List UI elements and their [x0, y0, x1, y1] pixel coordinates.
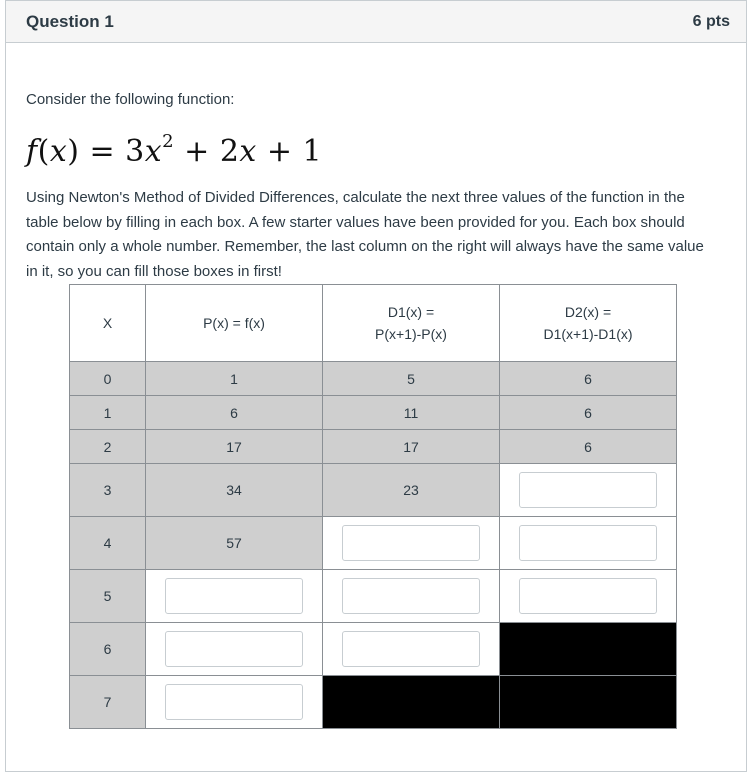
cell-x: 6 [70, 623, 146, 676]
cell-d1: 11 [323, 396, 500, 430]
header-d1-line1: D1(x) = [387, 304, 435, 320]
question-header [6, 1, 746, 43]
question-title: Question 1 [26, 11, 114, 31]
table-row [70, 362, 677, 396]
header-px: P(x) = f(x) [146, 285, 323, 362]
cell-px-input [146, 676, 323, 729]
question-points: 6 pts [692, 12, 730, 30]
cell-px: 17 [146, 430, 323, 464]
formula-exponent: 2 [162, 131, 175, 152]
formula-x3: x [239, 134, 257, 169]
cell-x: 0 [70, 362, 146, 396]
cell-x: 7 [70, 676, 146, 729]
cell-x: 5 [70, 570, 146, 623]
function-formula: $f(x) = 3x^2 + 2x + 1$ [26, 131, 323, 169]
cell-px: 57 [146, 517, 323, 570]
header-d1 [323, 285, 500, 362]
header-d2-line2: D1(x+1)-D1(x) [543, 326, 633, 342]
table-row [70, 623, 677, 676]
formula-plus2: + 2 [174, 134, 240, 169]
answer-input-d2-x3[interactable] [519, 472, 657, 508]
header-x: X [70, 285, 146, 362]
cell-d2: 6 [500, 430, 677, 464]
cell-x: 3 [70, 464, 146, 517]
table-row [70, 464, 677, 517]
question-instructions: Using Newton's Method of Divided Differences, calculate the next three values of the function in the table below by filling in each box. A few starter values have been provided for you. Each box should contain only a whole number. Remember, the last column on the right will always have the same value in it, so you can fill those boxes in first! [26, 189, 704, 280]
table-row [70, 570, 677, 623]
table-row [70, 517, 677, 570]
formula-plus1: + 1 [256, 134, 323, 169]
answer-input-d1-x4[interactable] [342, 525, 480, 561]
table-header-row [70, 285, 677, 362]
cell-px-input [146, 570, 323, 623]
formula-x1: x [49, 134, 68, 169]
cell-d1-input [323, 623, 500, 676]
cell-px-input [146, 623, 323, 676]
cell-px: 1 [146, 362, 323, 396]
formula-eq: ) = 3 [67, 134, 145, 169]
cell-x: 1 [70, 396, 146, 430]
cell-d2-blocked [500, 623, 677, 676]
cell-d1: 17 [323, 430, 500, 464]
answer-input-px-x7[interactable] [165, 684, 303, 720]
header-d2-line1: D2(x) = [564, 304, 612, 320]
answer-input-d2-x5[interactable] [519, 578, 657, 614]
cell-x: 4 [70, 517, 146, 570]
formula-f: f [26, 134, 38, 169]
cell-d2-input [500, 570, 677, 623]
divided-differences-table [69, 284, 677, 729]
cell-d1-input [323, 570, 500, 623]
question-body [6, 90, 746, 284]
cell-d2: 6 [500, 396, 677, 430]
cell-d1: 5 [323, 362, 500, 396]
table-row [70, 430, 677, 464]
cell-d2-blocked [500, 676, 677, 729]
cell-d2-input [500, 517, 677, 570]
cell-px: 6 [146, 396, 323, 430]
table-row [70, 396, 677, 430]
cell-d2: 6 [500, 362, 677, 396]
question-intro: Consider the following function: [26, 91, 235, 108]
cell-d1-input [323, 517, 500, 570]
answer-input-px-x6[interactable] [165, 631, 303, 667]
answer-input-d1-x6[interactable] [342, 631, 480, 667]
formula-x2: x [144, 134, 163, 169]
answer-input-d1-x5[interactable] [342, 578, 480, 614]
cell-px: 34 [146, 464, 323, 517]
table-row [70, 676, 677, 729]
header-d2 [500, 285, 677, 362]
cell-x: 2 [70, 430, 146, 464]
cell-d1: 23 [323, 464, 500, 517]
cell-d1-blocked [323, 676, 500, 729]
answer-input-d2-x4[interactable] [519, 525, 657, 561]
header-d1-line2: P(x+1)-P(x) [375, 326, 447, 342]
cell-d2-input [500, 464, 677, 517]
answer-input-px-x5[interactable] [165, 578, 303, 614]
